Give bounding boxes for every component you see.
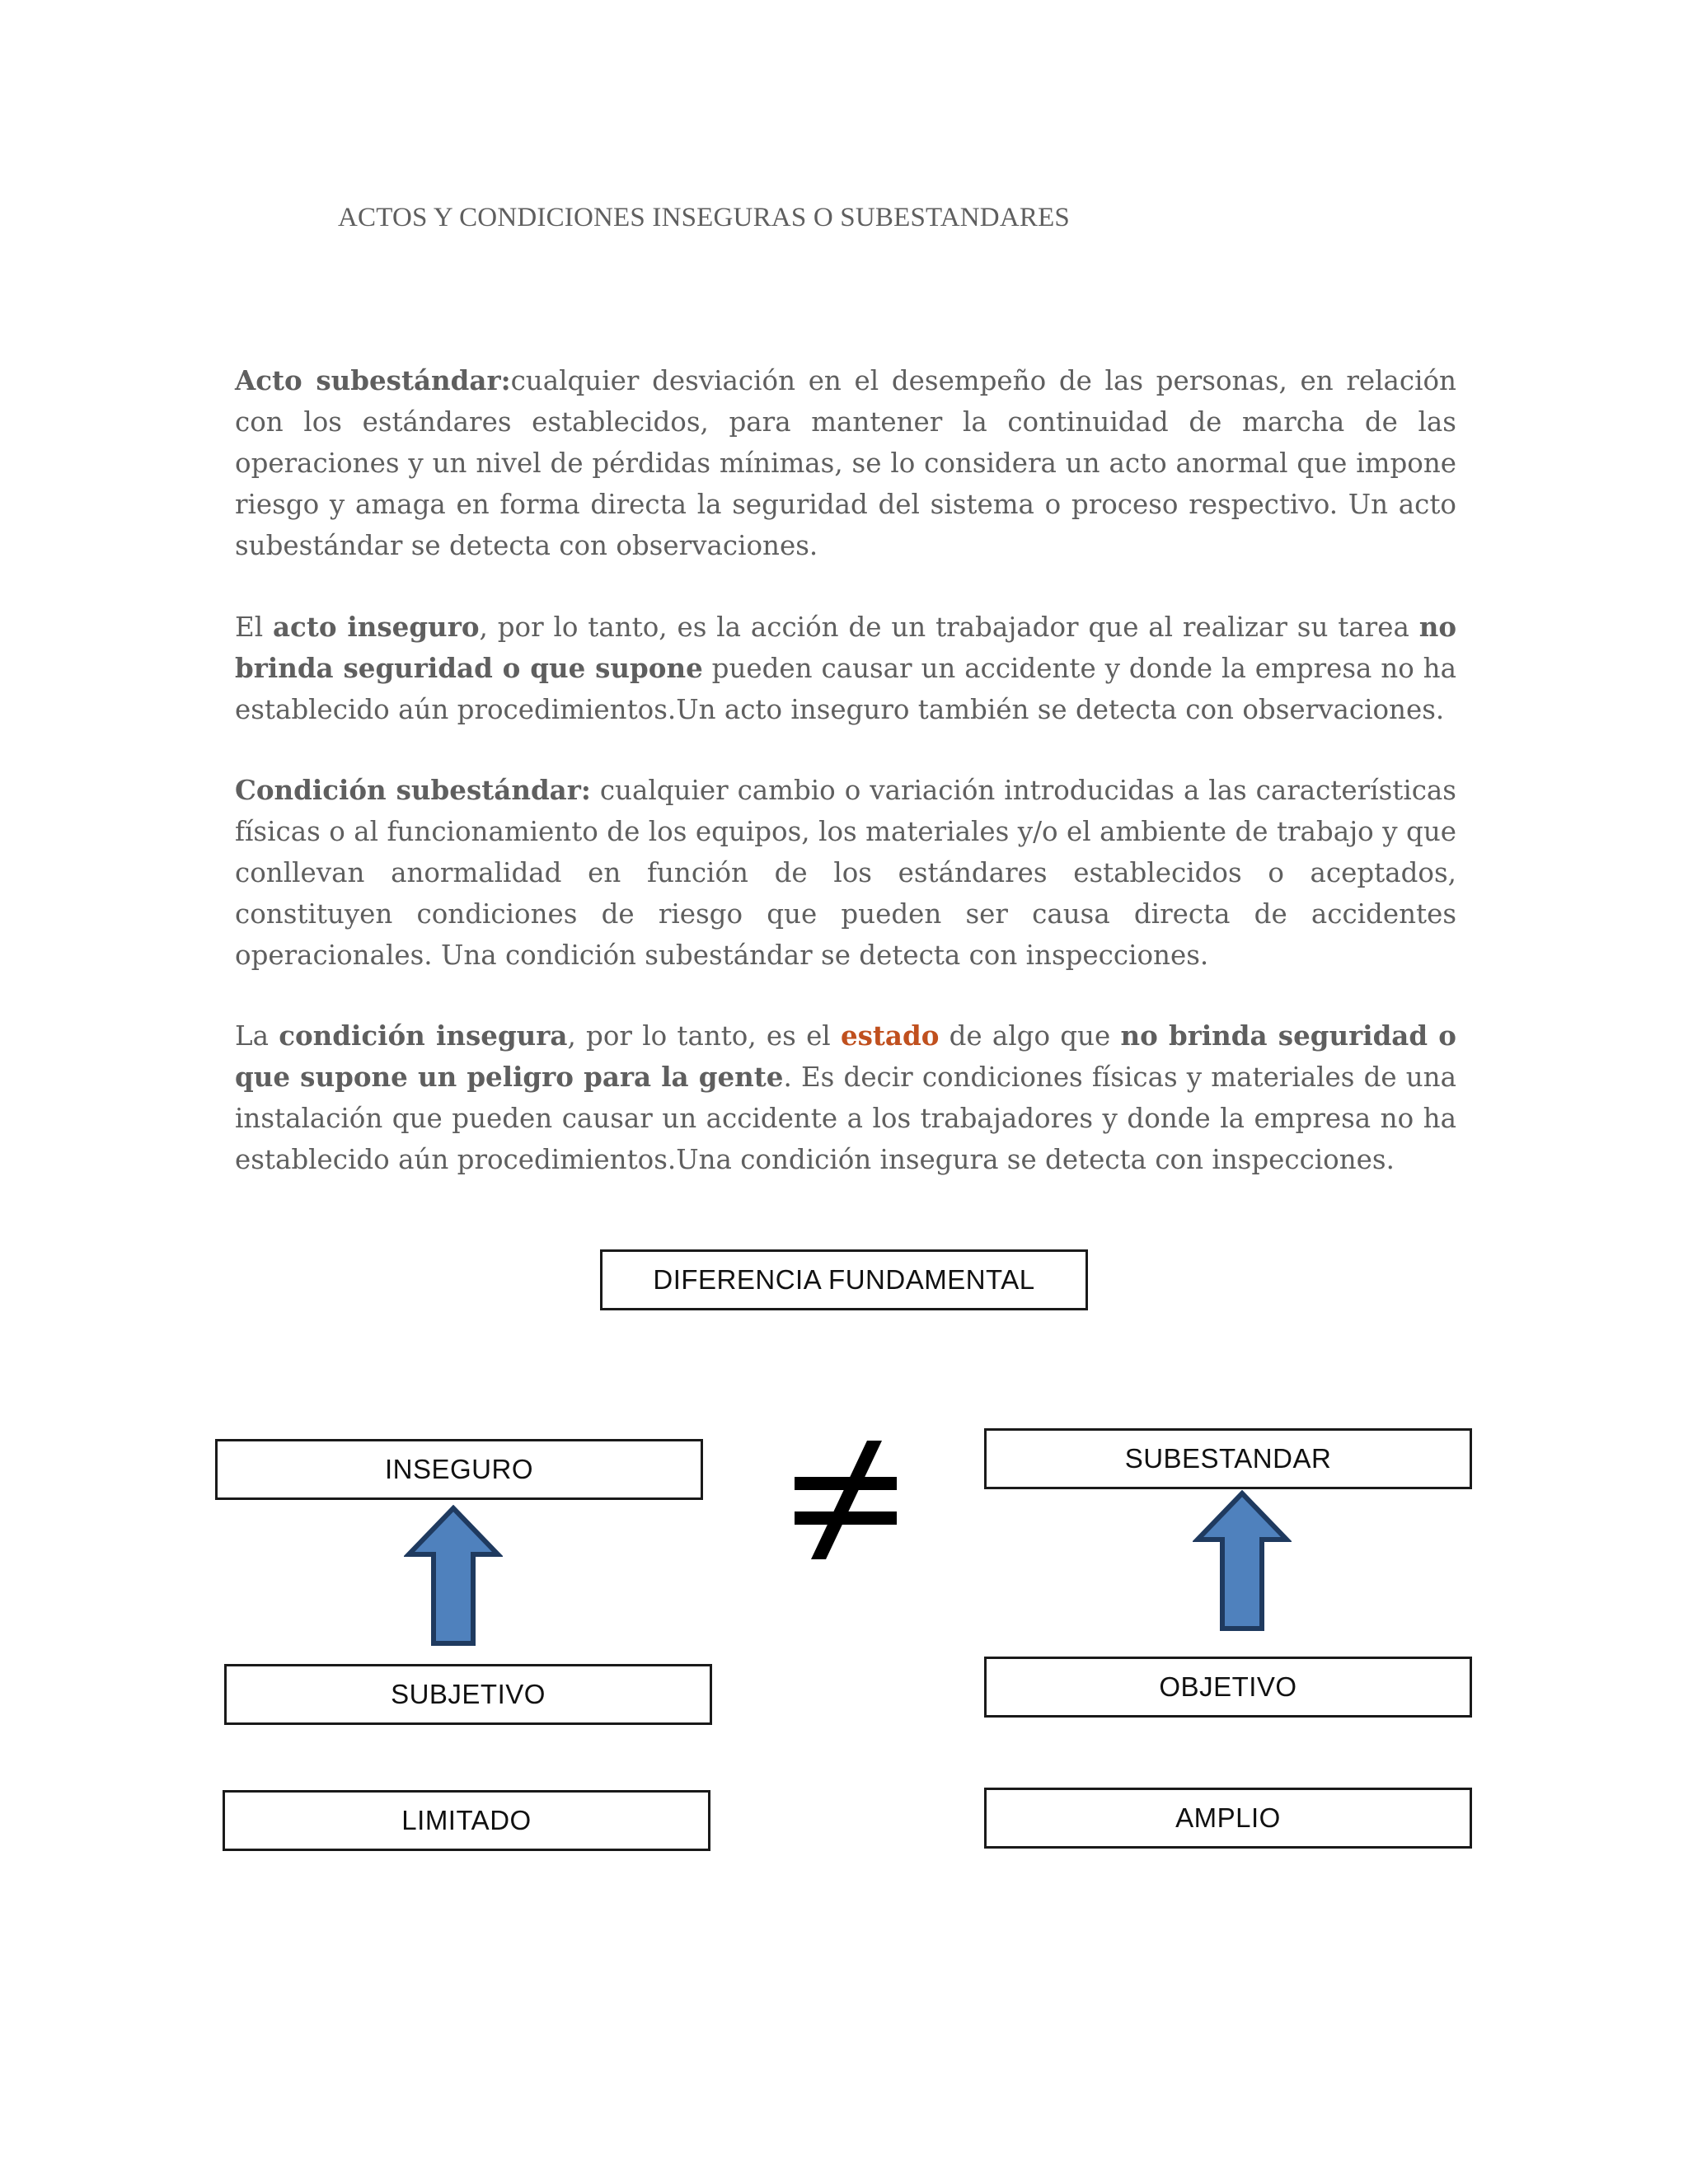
box-label: AMPLIO <box>1175 1802 1281 1833</box>
paragraph-acto-subestandar <box>235 360 1456 566</box>
box-objetivo <box>984 1657 1472 1718</box>
diagram-heading-box <box>600 1249 1088 1310</box>
not-equal-icon <box>788 1434 903 1566</box>
box-inseguro <box>215 1439 703 1500</box>
up-arrow-icon <box>404 1505 503 1647</box>
box-label: SUBJETIVO <box>391 1679 546 1709</box>
page-title: ACTOS Y CONDICIONES INSEGURAS O SUBESTANDARES <box>338 203 1070 232</box>
box-label: INSEGURO <box>384 1454 534 1484</box>
term-condicion-subestandar: Condición subestándar: <box>235 774 591 806</box>
accent-word-estado: estado <box>840 1019 940 1052</box>
term-condicion-insegura: condición insegura <box>279 1019 568 1052</box>
paragraph-text: de algo que <box>939 1020 1121 1052</box>
box-label: OBJETIVO <box>1159 1671 1297 1702</box>
box-label: LIMITADO <box>401 1805 532 1835</box>
emphasis-text: no brinda seguridad o que supone un peligro para la gente <box>235 1019 1456 1093</box>
box-limitado <box>223 1790 710 1851</box>
box-amplio <box>984 1788 1472 1849</box>
paragraph-text: . Es decir condiciones físicas y materiales de una instalación que pueden causar un accidente a los trabajadores y donde la empresa no ha establecido aún procedimientos.Una condición insegura se detecta con inspecciones. <box>235 1062 1456 1175</box>
paragraph-text: cualquier cambio o variación introducidas a las características físicas o al funcionamiento de los equipos, los materiales y/o el ambiente de trabajo y que conllevan anormalidad en función de los estándares establecidos o aceptados, constituyen condiciones de riesgo que pueden ser causa directa de accidentes operacionales. Una condición subestándar se detecta con inspecciones. <box>235 775 1456 971</box>
up-arrow-icon <box>1193 1490 1292 1632</box>
box-subestandar <box>984 1428 1472 1489</box>
paragraph-text: pueden causar un accidente y donde la empresa no ha establecido aún procedimientos.Un acto inseguro también se detecta con observaciones. <box>235 653 1456 725</box>
paragraph-text: , por lo tanto, es la acción de un trabajador que al realizar su tarea <box>479 612 1419 643</box>
paragraph-text: El <box>235 612 273 643</box>
paragraph-text: cualquier desviación en el desempeño de las personas, en relación con los estándares establecidos, para mantener la continuidad de marcha de las operaciones y un nivel de pérdidas mínimas, se lo considera un acto anormal que impone riesgo y amaga en forma directa la seguridad del sistema o proceso respectivo. Un acto subestándar se detecta con observaciones. <box>235 365 1456 561</box>
term-acto-inseguro: acto inseguro <box>273 611 480 643</box>
paragraph-condicion-subestandar <box>235 770 1456 976</box>
term-acto-subestandar: Acto subestándar: <box>235 364 511 396</box>
diagram-heading-label: DIFERENCIA FUNDAMENTAL <box>653 1264 1035 1295</box>
paragraph-text: , por lo tanto, es el <box>567 1020 841 1052</box>
emphasis-text: no brinda seguridad o que supone <box>235 611 1457 684</box>
box-subjetivo <box>224 1664 712 1725</box>
paragraph-text: La <box>235 1020 279 1052</box>
paragraph-condicion-insegura <box>235 1015 1456 1180</box>
paragraph-acto-inseguro <box>235 607 1456 730</box>
box-label: SUBESTANDAR <box>1124 1443 1332 1474</box>
